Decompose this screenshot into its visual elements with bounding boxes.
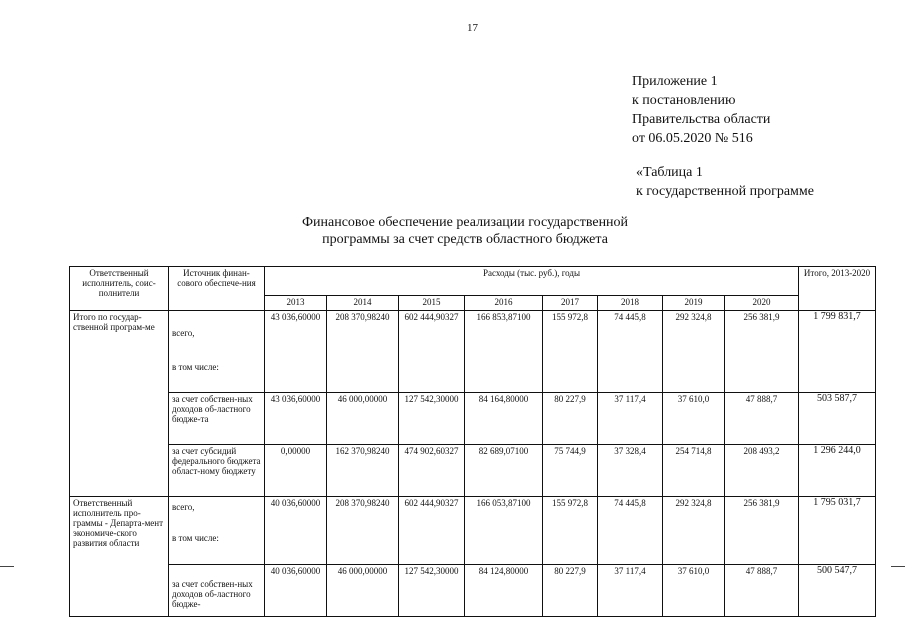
value-cell: 166 053,87100 — [465, 497, 543, 565]
value-cell: 0,00000 — [265, 445, 327, 497]
table-row — [70, 565, 876, 617]
appendix-line: от 06.05.2020 № 516 — [632, 131, 753, 146]
header-year: 2017 — [543, 296, 598, 311]
value-cell: 37 117,4 — [598, 393, 663, 445]
value-cell: 75 744,9 — [543, 445, 598, 497]
value-cell: 47 888,7 — [725, 393, 799, 445]
value-cell: 127 542,30000 — [399, 565, 465, 617]
value-cell: 84 164,80000 — [465, 393, 543, 445]
value-cell: 80 227,9 — [543, 393, 598, 445]
value-cell: 40 036,60000 — [265, 497, 327, 565]
value-cell: 155 972,8 — [543, 497, 598, 565]
header-year: 2014 — [327, 296, 399, 311]
header-source: Источник финан-сового обеспече-ния — [169, 267, 265, 311]
appendix-block — [632, 72, 770, 148]
value-cell: 37 610,0 — [663, 393, 725, 445]
source-cell — [169, 311, 265, 393]
header-year: 2019 — [663, 296, 725, 311]
financing-table — [69, 266, 876, 617]
source-sublabel: в том числе: — [172, 362, 219, 372]
appendix-line: Приложение 1 — [632, 74, 718, 89]
total-cell: 1 799 831,7 — [799, 311, 876, 393]
table-ref-line: «Таблица 1 — [636, 165, 703, 180]
executor-cell: Итого по государ-ственной програм-ме — [70, 311, 169, 497]
value-cell: 37 328,4 — [598, 445, 663, 497]
table-row — [70, 445, 876, 497]
source-cell: за счет субсидий федерального бюджета област-ному бюджету — [169, 445, 265, 497]
table-row — [70, 311, 876, 393]
value-cell: 47 888,7 — [725, 565, 799, 617]
header-year: 2018 — [598, 296, 663, 311]
table-row — [70, 497, 876, 565]
value-cell: 37 117,4 — [598, 565, 663, 617]
total-cell: 500 547,7 — [799, 565, 876, 617]
value-cell: 37 610,0 — [663, 565, 725, 617]
value-cell: 208 370,98240 — [327, 311, 399, 393]
value-cell: 43 036,60000 — [265, 311, 327, 393]
value-cell: 166 853,87100 — [465, 311, 543, 393]
value-cell: 80 227,9 — [543, 565, 598, 617]
scan-edge-mark — [891, 566, 905, 567]
value-cell: 602 444,90327 — [399, 497, 465, 565]
header-year: 2016 — [465, 296, 543, 311]
header-year: 2020 — [725, 296, 799, 311]
value-cell: 254 714,8 — [663, 445, 725, 497]
value-cell: 155 972,8 — [543, 311, 598, 393]
value-cell: 292 324,8 — [663, 311, 725, 393]
source-cell: за счет собствен-ных доходов об-ластного бюдже- — [169, 565, 265, 617]
value-cell: 84 124,80000 — [465, 565, 543, 617]
header-year: 2013 — [265, 296, 327, 311]
executor-cell: Ответственный исполнитель про-граммы - Департа-мент экономиче-ского развития области — [70, 497, 169, 617]
value-cell: 46 000,00000 — [327, 393, 399, 445]
value-cell: 256 381,9 — [725, 497, 799, 565]
value-cell: 602 444,90327 — [399, 311, 465, 393]
table-reference — [636, 163, 814, 201]
page-number: 17 — [467, 22, 478, 34]
title-line: Финансовое обеспечение реализации государственной — [301, 215, 629, 230]
value-cell: 162 370,98240 — [327, 445, 399, 497]
value-cell: 74 445,8 — [598, 311, 663, 393]
value-cell: 46 000,00000 — [327, 565, 399, 617]
table-row — [70, 393, 876, 445]
source-label: всего, — [172, 328, 195, 338]
appendix-line: к постановлению — [632, 93, 736, 108]
value-cell: 43 036,60000 — [265, 393, 327, 445]
value-cell: 208 370,98240 — [327, 497, 399, 565]
scan-edge-mark — [0, 566, 14, 567]
source-sublabel: в том числе: — [172, 533, 219, 543]
value-cell: 82 689,07100 — [465, 445, 543, 497]
table-ref-line: к государственной программе — [636, 184, 814, 199]
source-cell — [169, 497, 265, 565]
header-executor: Ответственный исполнитель, соис-полнители — [70, 267, 169, 311]
total-cell: 503 587,7 — [799, 393, 876, 445]
value-cell: 208 493,2 — [725, 445, 799, 497]
total-cell: 1 795 031,7 — [799, 497, 876, 565]
header-total: Итого, 2013-2020 — [799, 267, 876, 311]
header-expenses: Расходы (тыс. руб.), годы — [265, 267, 799, 296]
value-cell: 127 542,30000 — [399, 393, 465, 445]
title-line: программы за счет средств областного бюджета — [322, 232, 608, 247]
appendix-line: Правительства области — [632, 112, 771, 127]
value-cell: 256 381,9 — [725, 311, 799, 393]
source-label: всего, — [172, 502, 195, 512]
value-cell: 74 445,8 — [598, 497, 663, 565]
value-cell: 474 902,60327 — [399, 445, 465, 497]
source-cell: за счет собствен-ных доходов об-ластного бюдже-та — [169, 393, 265, 445]
header-year: 2015 — [399, 296, 465, 311]
value-cell: 292 324,8 — [663, 497, 725, 565]
value-cell: 40 036,60000 — [265, 565, 327, 617]
total-cell: 1 296 244,0 — [799, 445, 876, 497]
document-title — [0, 214, 905, 248]
